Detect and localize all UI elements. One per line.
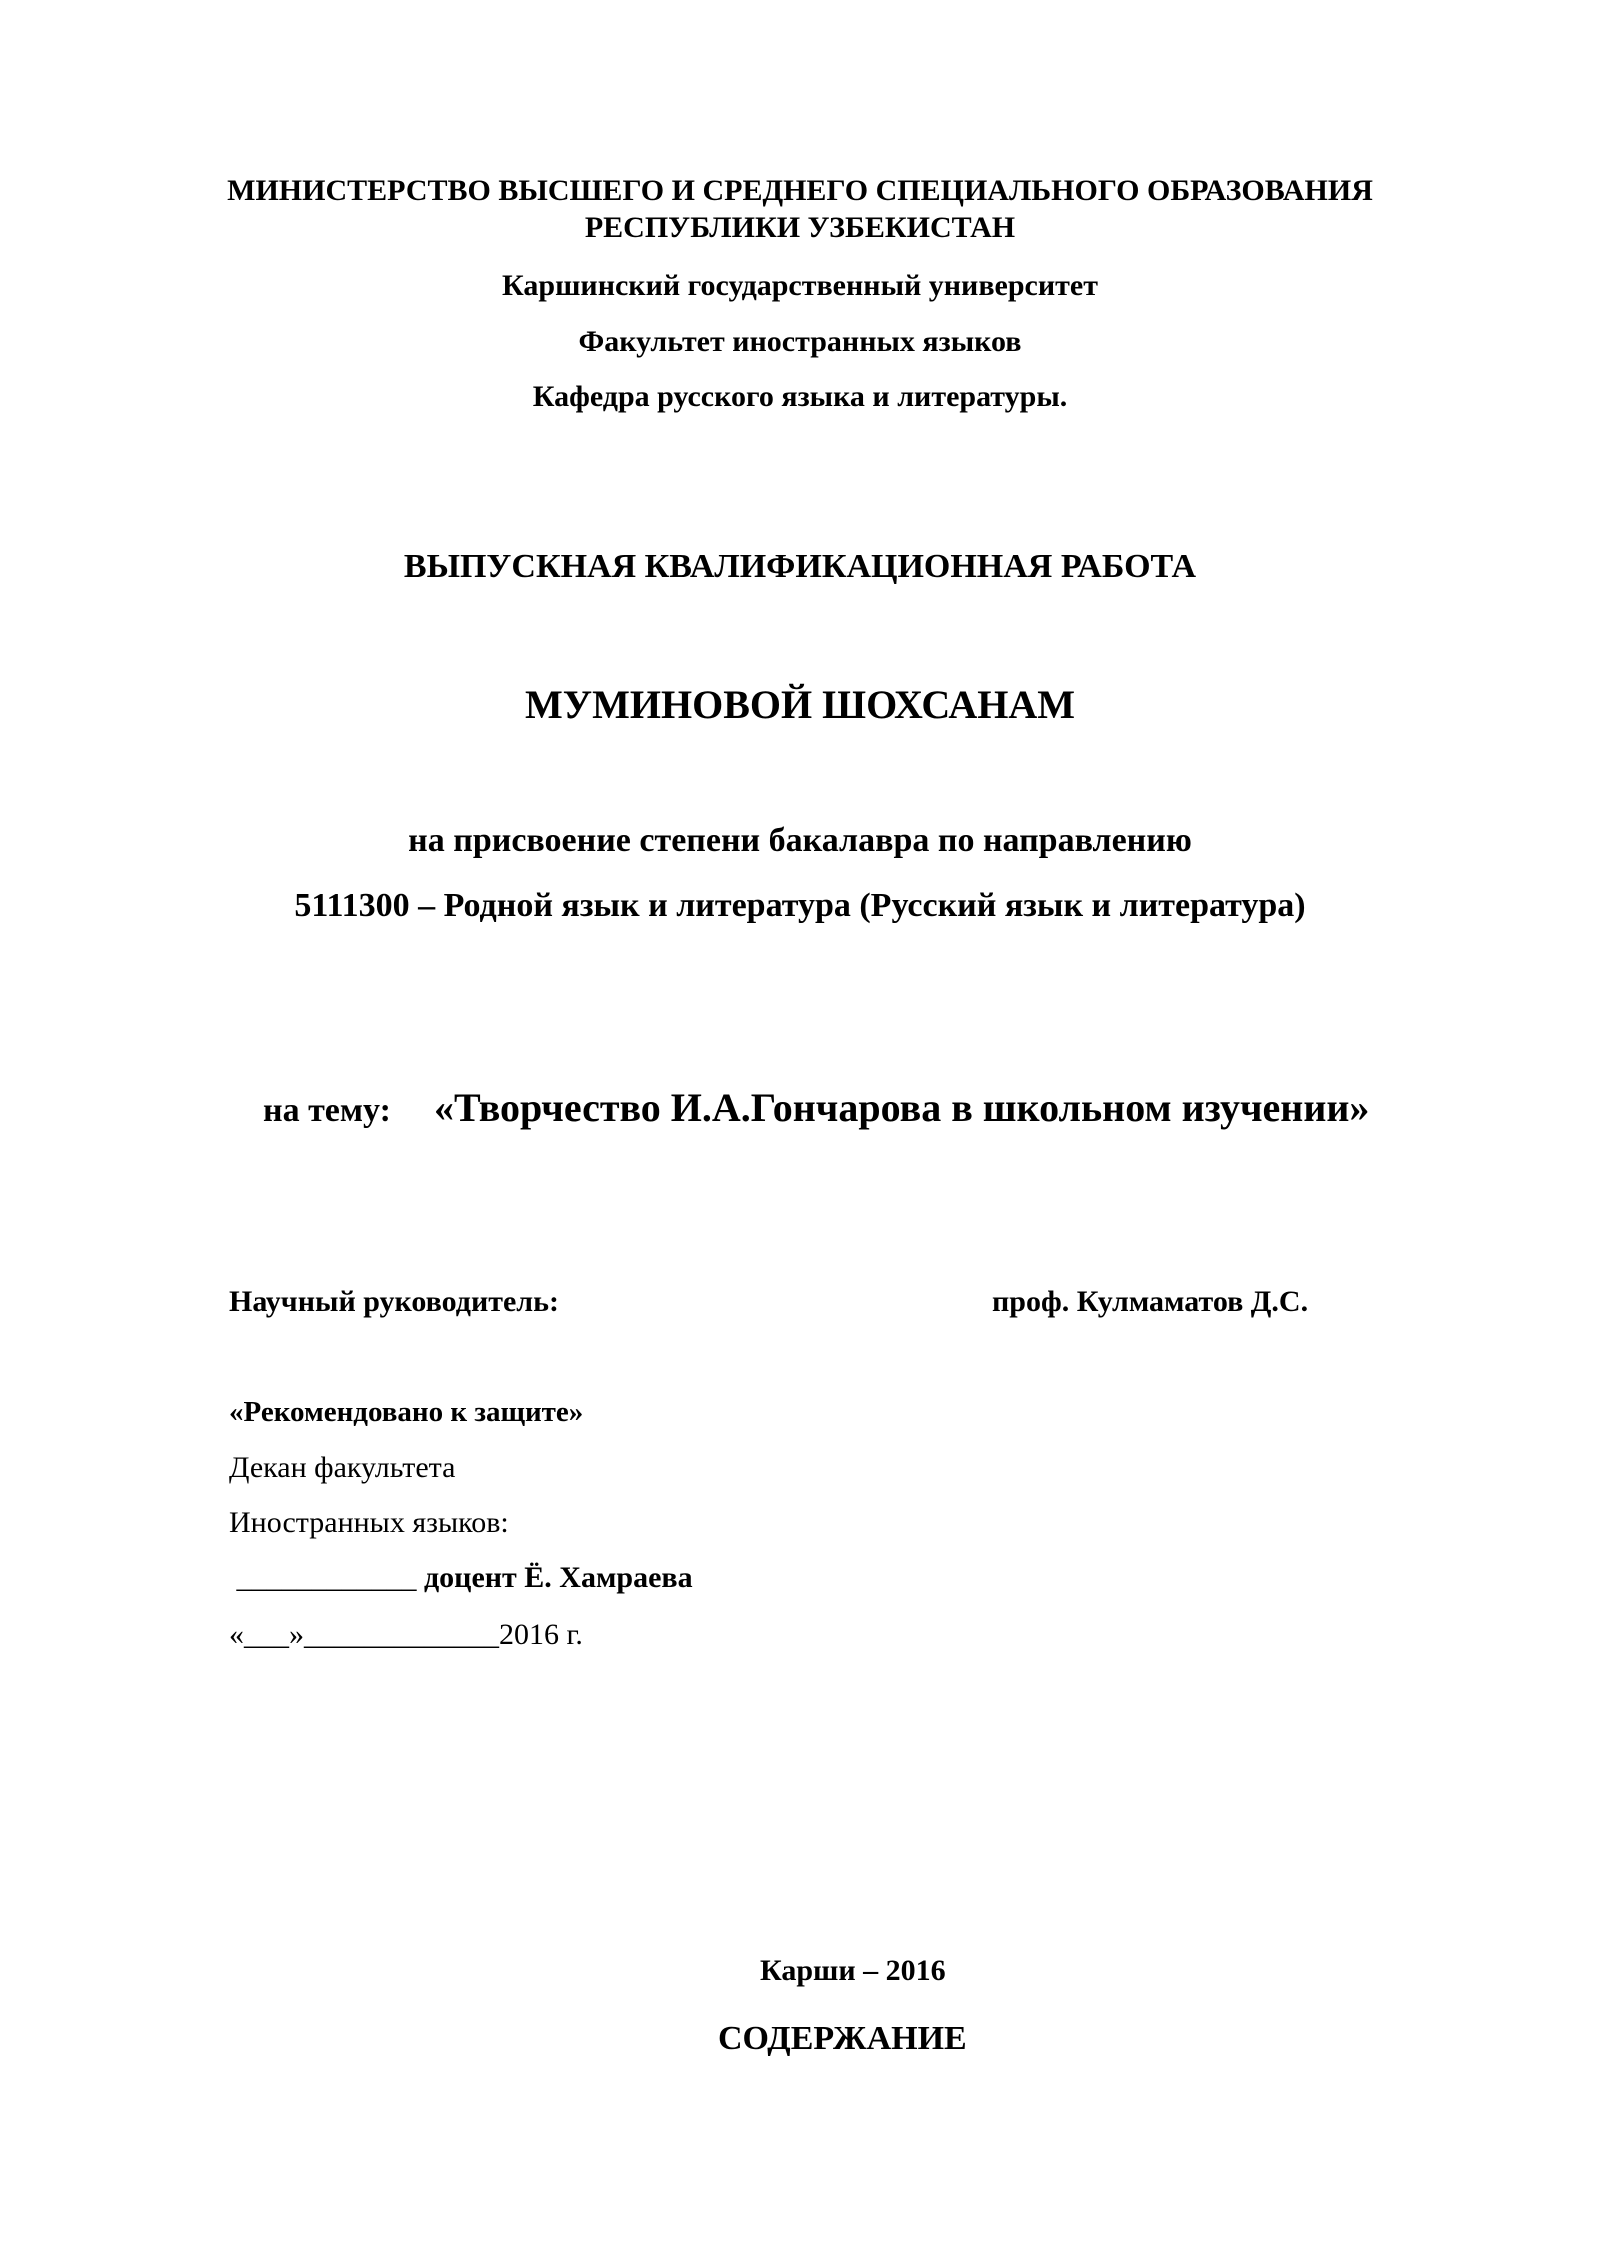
degree-line: на присвоение степени бакалавра по направлению [408,822,1192,859]
topic-prefix: на тему: [263,1092,391,1129]
recommended-label: «Рекомендовано к защите» [229,1396,584,1428]
department-name: Кафедра русского языка и литературы. [532,380,1068,413]
author-name: МУМИНОВОЙ ШОХСАНАМ [525,682,1075,727]
place-year: Карши – 2016 [760,1954,946,1987]
signature-blank: ____________ [229,1561,417,1594]
dean-line: Декан факультета [229,1451,456,1484]
faculty-name: Факультет иностранных языков [578,325,1022,358]
signature-line [229,1563,693,1593]
supervisor-name: проф. Кулмаматов Д.С. [992,1285,1309,1318]
ministry-line-1: МИНИСТЕРСТВО ВЫСШЕГО И СРЕДНЕГО СПЕЦИАЛЬНОГО ОБРАЗОВАНИЯ [227,174,1373,207]
signer-name: доцент Ё. Хамраева [416,1561,693,1594]
date-line: «___»_____________2016 г. [229,1618,583,1651]
ministry-line-2: РЕСПУБЛИКИ УЗБЕКИСТАН [584,211,1016,244]
specialty-line: 5111300 – Родной язык и литература (Русский язык и литература) [294,887,1306,924]
supervisor-label: Научный руководитель: [229,1285,559,1318]
work-type-heading: ВЫПУСКНАЯ КВАЛИФИКАЦИОННАЯ РАБОТА [403,548,1197,585]
topic-title: «Творчество И.А.Гончарова в школьном изучении» [434,1085,1370,1130]
faculty-line: Иностранных языков: [229,1506,509,1539]
university-name: Каршинский государственный университет [502,269,1098,302]
contents-heading: СОДЕРЖАНИЕ [718,2020,967,2057]
